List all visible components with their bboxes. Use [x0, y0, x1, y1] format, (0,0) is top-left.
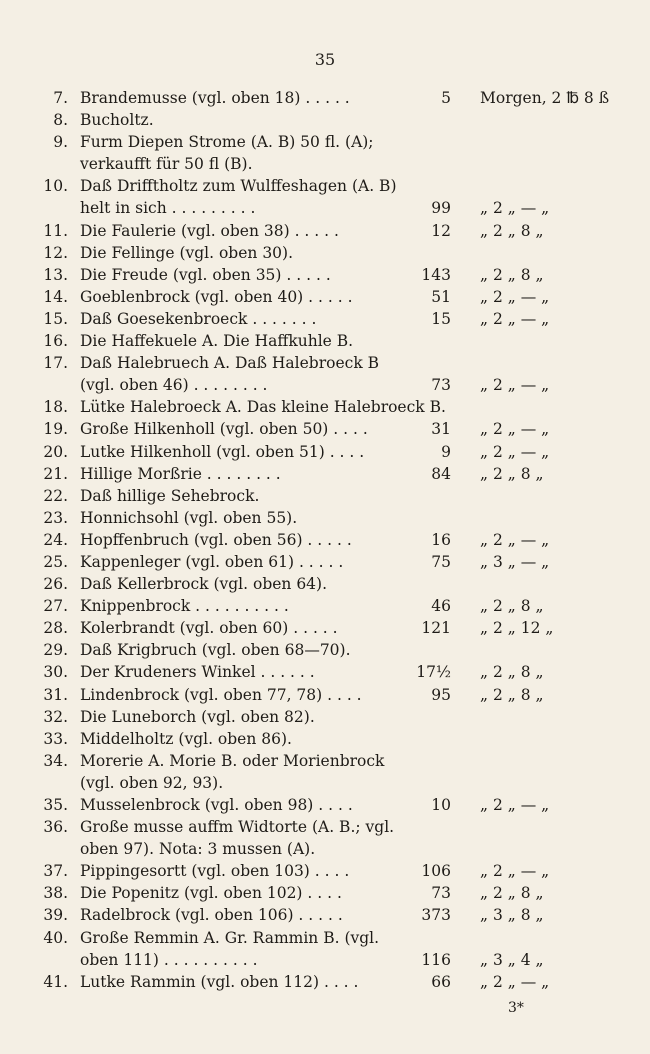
entry-text: Radelbrock (vgl. oben 106) . . . . .: [80, 906, 343, 925]
entry-line: [0, 728, 650, 750]
entry-number: 11.: [43, 221, 68, 240]
entry-text: Lutke Rammin (vgl. oben 112) . . . .: [80, 972, 359, 991]
entry-number: 39.: [43, 906, 68, 925]
entry-line: [0, 330, 650, 352]
entry-number: 28.: [43, 619, 68, 638]
entry-line: [0, 485, 650, 507]
entry-text: Furm Diepen Strome (A. B) 50 fl. (A);: [80, 133, 374, 152]
entry-price: „ 3 „ 8 „: [480, 906, 544, 925]
entry-text: verkaufft für 50 fl (B).: [80, 155, 253, 174]
entry-price: „ 3 „ 4 „: [480, 950, 544, 969]
entry-text: Daß Kellerbrock (vgl. oben 64).: [80, 575, 328, 594]
entry-number: 16.: [43, 332, 68, 351]
entry-text: Hopffenbruch (vgl. oben 56) . . . . .: [80, 530, 352, 549]
entry-text: Middelholtz (vgl. oben 86).: [80, 729, 292, 748]
entry-text: Daß Krigbruch (vgl. oben 68—70).: [80, 641, 351, 660]
entry-line: [0, 352, 650, 374]
entry-text: Brandemusse (vgl. oben 18) . . . . .: [80, 89, 350, 107]
entry-price: „ 2 „ — „: [480, 862, 550, 881]
entry-line: [0, 441, 650, 463]
entry-line: [0, 971, 650, 993]
entry-text: Daß Goesekenbroeck . . . . . . .: [80, 309, 317, 328]
entry-text: Lutke Hilkenholl (vgl. oben 51) . . . .: [80, 442, 365, 461]
entry-number: 40.: [43, 928, 68, 947]
entry-text: helt in sich . . . . . . . . .: [80, 199, 256, 218]
entry-price: „ 3 „ — „: [480, 552, 550, 571]
entry-text: oben 97). Nota: 3 mussen (A).: [80, 840, 316, 859]
entry-line: [0, 772, 650, 794]
entry-price: „ 2 „ 12 „: [480, 619, 554, 638]
entry-text: Lindenbrock (vgl. oben 77, 78) . . . .: [80, 685, 362, 704]
entry-price: „ 2 „ 8 „: [480, 221, 544, 240]
entry-text: Kappenleger (vgl. oben 61) . . . . .: [80, 552, 344, 571]
entry-number: 14.: [43, 287, 68, 306]
entry-number: 23.: [43, 508, 68, 527]
entry-quantity: 15: [431, 309, 451, 328]
entry-number: 31.: [43, 685, 68, 704]
entry-number: 17.: [43, 354, 68, 373]
entry-text: Große Remmin A. Gr. Rammin B. (vgl.: [80, 928, 380, 947]
entry-number: 7.: [53, 89, 68, 107]
entry-price: „ 2 „ 8 „: [480, 597, 544, 616]
entry-quantity: 31: [431, 420, 451, 439]
entry-line: [0, 816, 650, 838]
entry-number: 27.: [43, 597, 68, 616]
entry-line: [0, 396, 650, 418]
entry-text: Daß hillige Sehebrock.: [80, 486, 260, 505]
entry-line: [0, 949, 650, 971]
entry-line: [0, 87, 650, 109]
entry-line: [0, 882, 650, 904]
entry-text: Knippenbrock . . . . . . . . . .: [80, 597, 289, 616]
entry-number: 9.: [53, 133, 68, 152]
entry-number: 37.: [43, 862, 68, 881]
entry-line: [0, 750, 650, 772]
entry-price: „ 2 „ 8 „: [480, 884, 544, 903]
entry-price: Morgen, 2 ℔ 8 ß: [480, 89, 610, 107]
entry-line: [0, 904, 650, 926]
entry-number: 13.: [43, 265, 68, 284]
entry-number: 20.: [43, 442, 68, 461]
entry-price: „ 2 „ — „: [480, 796, 550, 814]
signature-mark: 3*: [508, 1000, 524, 1016]
entry-number: 35.: [43, 796, 68, 814]
entry-price: „ 2 „ — „: [480, 287, 550, 306]
entry-text: Daß Drifftholtz zum Wulffeshagen (A. B): [80, 177, 397, 196]
entry-text: Daß Halebruech A. Daß Halebroeck B: [80, 354, 380, 373]
entry-quantity: 106: [421, 862, 451, 881]
entry-text: Bucholtz.: [80, 111, 154, 130]
entry-number: 30.: [43, 663, 68, 682]
entry-quantity: 84: [431, 464, 451, 483]
entry-number: 41.: [43, 972, 68, 991]
entry-price: „ 2 „ 8 „: [480, 464, 544, 483]
entry-line: [0, 109, 650, 131]
entry-number: 29.: [43, 641, 68, 660]
entry-text: Die Freude (vgl. oben 35) . . . . .: [80, 265, 331, 284]
entry-line: [0, 308, 650, 330]
entry-text: Die Popenitz (vgl. oben 102) . . . .: [80, 884, 342, 903]
entry-text: (vgl. oben 46) . . . . . . . .: [80, 376, 268, 395]
entry-price: „ 2 „ 8 „: [480, 265, 544, 284]
entry-quantity: 10: [431, 796, 451, 814]
entry-quantity: 5: [441, 89, 451, 107]
entry-price: „ 2 „ — „: [480, 530, 550, 549]
entry-quantity: 73: [431, 376, 451, 395]
entry-text: Große musse auffm Widtorte (A. B.; vgl.: [80, 818, 395, 837]
entry-line: [0, 197, 650, 219]
entry-list: [0, 87, 650, 993]
entry-number: 8.: [53, 111, 68, 130]
entry-text: Lütke Halebroeck A. Das kleine Halebroeck B.: [80, 398, 446, 417]
entry-quantity: 12: [431, 221, 451, 240]
entry-text: Der Krudeners Winkel . . . . . .: [80, 663, 315, 682]
entry-number: 19.: [43, 420, 68, 439]
entry-text: Kolerbrandt (vgl. oben 60) . . . . .: [80, 619, 338, 638]
entry-price: „ 2 „ — „: [480, 420, 550, 439]
entry-line: [0, 286, 650, 308]
entry-number: 15.: [43, 309, 68, 328]
entry-price: „ 2 „ — „: [480, 442, 550, 461]
entry-number: 24.: [43, 530, 68, 549]
entry-line: [0, 684, 650, 706]
entry-number: 36.: [43, 818, 68, 837]
entry-line: [0, 529, 650, 551]
entry-line: [0, 507, 650, 529]
entry-quantity: 99: [431, 199, 451, 218]
entry-price: „ 2 „ — „: [480, 972, 550, 991]
entry-text: Die Haffekuele A. Die Haffkuhle B.: [80, 332, 354, 351]
entry-quantity: 75: [431, 552, 451, 571]
entry-number: 26.: [43, 575, 68, 594]
entry-number: 34.: [43, 751, 68, 770]
entry-quantity: 9: [441, 442, 451, 461]
entry-quantity: 116: [421, 950, 451, 969]
entry-price: „ 2 „ 8 „: [480, 685, 544, 704]
entry-quantity: 95: [431, 685, 451, 704]
entry-line: [0, 242, 650, 264]
entry-line: [0, 551, 650, 573]
entry-number: 18.: [43, 398, 68, 417]
entry-line: [0, 860, 650, 882]
entry-text: Pippingesortt (vgl. oben 103) . . . .: [80, 862, 350, 881]
entry-quantity: 66: [431, 972, 451, 991]
entry-line: [0, 706, 650, 728]
entry-line: [0, 927, 650, 949]
entry-quantity: 51: [431, 287, 451, 306]
entry-text: Große Hilkenholl (vgl. oben 50) . . . .: [80, 420, 368, 439]
entry-number: 25.: [43, 552, 68, 571]
entry-number: 21.: [43, 464, 68, 483]
entry-number: 10.: [43, 177, 68, 196]
entry-number: 38.: [43, 884, 68, 903]
entry-number: 33.: [43, 729, 68, 748]
entry-line: [0, 220, 650, 242]
entry-quantity: 143: [421, 265, 451, 284]
page-number: 35: [314, 50, 336, 69]
entry-line: [0, 573, 650, 595]
entry-line: [0, 131, 650, 153]
entry-number: 12.: [43, 243, 68, 262]
entry-price: „ 2 „ — „: [480, 199, 550, 218]
entry-quantity: 73: [431, 884, 451, 903]
entry-line: [0, 838, 650, 860]
entry-quantity: 373: [421, 906, 451, 925]
entry-line: [0, 595, 650, 617]
entry-number: 32.: [43, 707, 68, 726]
entry-line: [0, 661, 650, 683]
entry-line: [0, 617, 650, 639]
entry-line: [0, 463, 650, 485]
entry-quantity: 46: [431, 597, 451, 616]
entry-number: 22.: [43, 486, 68, 505]
entry-line: [0, 418, 650, 440]
entry-quantity: 17½: [416, 663, 451, 682]
entry-text: Die Luneborch (vgl. oben 82).: [80, 707, 315, 726]
entry-text: Die Faulerie (vgl. oben 38) . . . . .: [80, 221, 339, 240]
entry-line: [0, 264, 650, 286]
entry-text: Morerie A. Morie B. oder Morienbrock: [80, 751, 385, 770]
entry-line: [0, 639, 650, 661]
entry-line: [0, 175, 650, 197]
entry-text: Goeblenbrock (vgl. oben 40) . . . . .: [80, 287, 353, 306]
entry-text: Honnichsohl (vgl. oben 55).: [80, 508, 298, 527]
entry-text: (vgl. oben 92, 93).: [80, 773, 224, 792]
entry-line: [0, 794, 650, 816]
entry-line: [0, 374, 650, 396]
entry-price: „ 2 „ — „: [480, 309, 550, 328]
entry-price: „ 2 „ — „: [480, 376, 550, 395]
entry-price: „ 2 „ 8 „: [480, 663, 544, 682]
entry-quantity: 121: [421, 619, 451, 638]
entry-text: oben 111) . . . . . . . . . .: [80, 950, 258, 969]
entry-line: [0, 153, 650, 175]
entry-text: Musselenbrock (vgl. oben 98) . . . .: [80, 796, 353, 814]
entry-text: Hillige Morßrie . . . . . . . .: [80, 464, 281, 483]
entry-quantity: 16: [431, 530, 451, 549]
entry-text: Die Fellinge (vgl. oben 30).: [80, 243, 294, 262]
